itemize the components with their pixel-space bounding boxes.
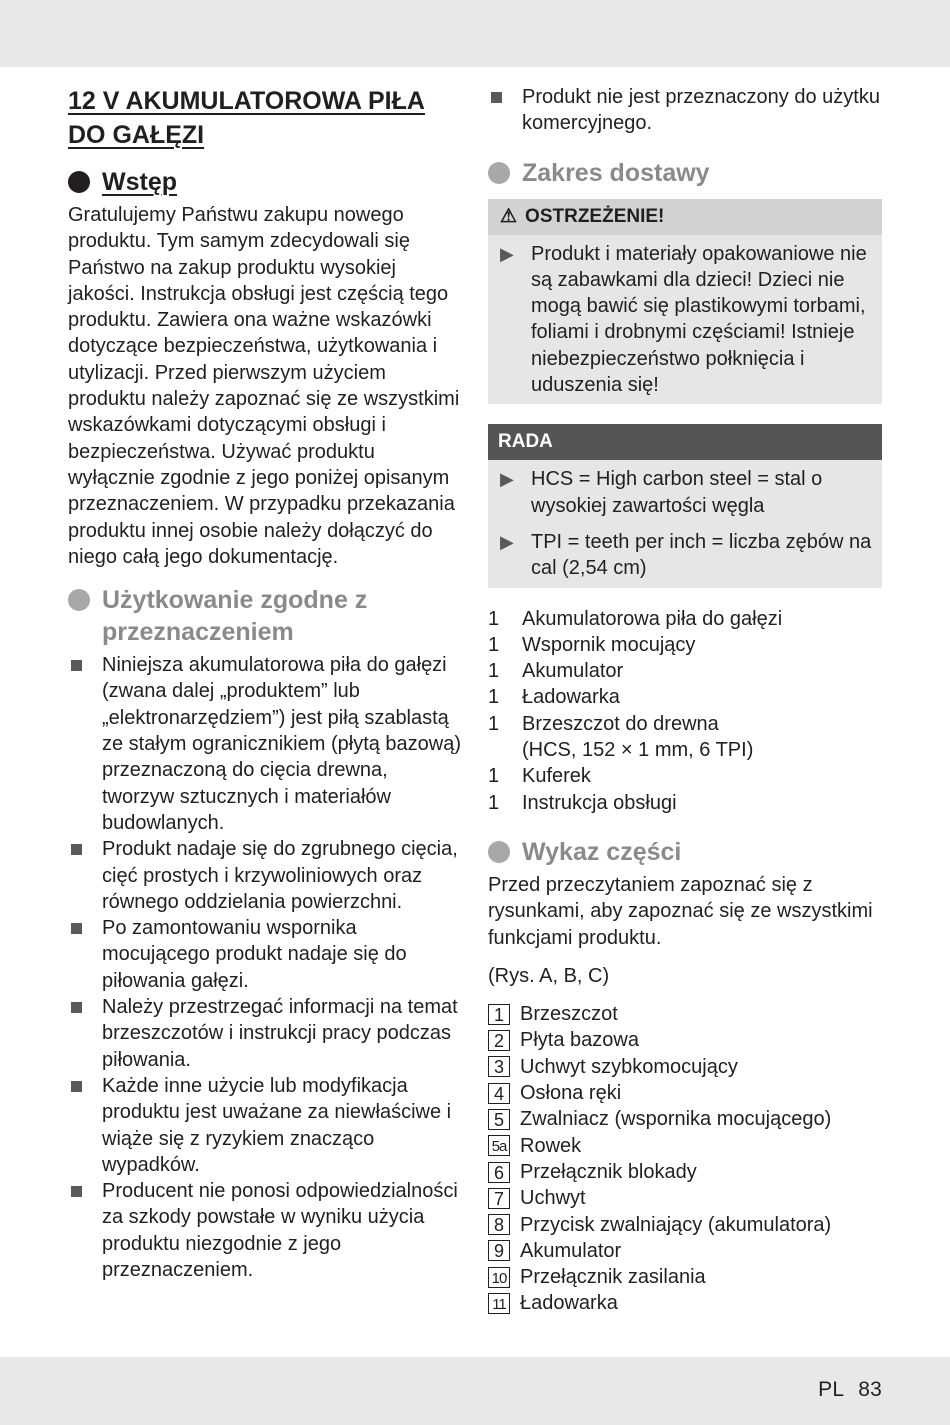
part-number: 5a	[488, 1135, 510, 1156]
title-line-1: 12 V AKUMULATOROWA PIŁA	[68, 87, 425, 115]
list-item: 8 Przycisk zwalniający (akumulatora)	[488, 1212, 882, 1238]
usage-heading	[68, 584, 463, 648]
language-code: PL	[818, 1378, 845, 1401]
tip-body	[488, 460, 882, 587]
part-number: 5	[488, 1109, 510, 1130]
delivery-heading-text: Zakres dostawy	[522, 158, 710, 187]
part-number: 8	[488, 1214, 510, 1235]
list-item: 4 Osłona ręki	[488, 1080, 882, 1106]
tip-item: ▶ HCS = High carbon steel = stal o wysokiej zawartości węgla	[500, 468, 823, 517]
list-item: 1 Instrukcja obsługi	[488, 791, 677, 814]
warning-body	[488, 235, 882, 405]
delivery-heading	[488, 157, 882, 189]
square-bullet-icon	[71, 1186, 82, 1197]
part-number: 2	[488, 1030, 510, 1051]
parts-figure-ref: (Rys. A, B, C)	[488, 964, 610, 987]
list-item: Należy przestrzegać informacji na temat brzeszczotów i instrukcji pracy podczas piłowania.	[68, 994, 463, 1073]
part-number: 3	[488, 1056, 510, 1077]
list-item: 6 Przełącznik blokady	[488, 1159, 882, 1185]
list-item: Produkt nadaje się do zgrubnego cięcia, cięć prostych i krzywoliniowych oraz równego oddzielania powierzchni.	[68, 836, 463, 915]
part-number: 9	[488, 1240, 510, 1261]
list-item: 11 Ładowarka	[488, 1290, 882, 1316]
page-footer	[804, 1378, 882, 1402]
list-item: 1 Ładowarka	[488, 686, 620, 709]
usage-heading-line-2: przeznaczeniem	[102, 618, 294, 647]
list-item: 1 Akumulatorowa piła do gałęzi	[488, 607, 783, 630]
square-bullet-icon	[491, 92, 502, 103]
title-line-2: DO GAŁĘZI	[68, 121, 205, 149]
tip-header	[488, 424, 882, 460]
part-number: 1	[488, 1004, 510, 1025]
list-item: 7 Uchwyt	[488, 1185, 882, 1211]
list-item: Producent nie ponosi odpowiedzialności za szkody powstałe w wyniku użycia produktu niezgodnie z jego przeznaczeniem.	[68, 1178, 463, 1283]
warning-item: ▶ Produkt i materiały opakowaniowe nie są zabawkami dla dzieci! Dzieci nie mogą bawić się plastikowymi torbami, foliami i drobnymi częściami! Istnieje niebezpieczeństwo połknięcia i uduszenia się!	[500, 242, 867, 397]
right-column	[488, 84, 882, 1317]
square-bullet-icon	[71, 1081, 82, 1092]
intro-paragraph: Gratulujemy Państwu zakupu nowego produktu. Tym samym zdecydowali się Państwo na zakup produktu wysokiej jakości. Instrukcja obsługi jest częścią tego produktu. Zawiera ona ważne wskazówki dotyczące bezpieczeństwa, użytkowania i utylizacji. Przed pierwszym użyciem produktu należy zapoznać się ze wszystkimi wskazówkami dotyczącymi obsługi i bezpieczeństwa. Używać produktu wyłącznie zgodnie z jego poniżej opisanym przeznaczeniem. W przypadku przekazania produktu innej osobie należy dołączyć do niego całą jego dokumentację.	[68, 204, 460, 568]
part-number: 4	[488, 1083, 510, 1104]
arrow-right-icon: ▶	[500, 469, 514, 490]
list-item: 9 Akumulator	[488, 1238, 882, 1264]
part-number: 11	[488, 1293, 510, 1314]
arrow-right-icon: ▶	[500, 243, 514, 264]
tip-label: RADA	[498, 431, 553, 453]
part-number: 10	[488, 1267, 510, 1288]
list-item: (HCS, 152 × 1 mm, 6 TPI)	[522, 739, 754, 762]
parts-list	[488, 1001, 882, 1317]
bullet-dot-icon	[68, 171, 90, 193]
parts-intro: Przed przeczytaniem zapoznać się z rysunkami, aby zapoznać się ze wszystkimi funkcjami produktu.	[488, 873, 873, 949]
bullet-dot-icon	[488, 162, 510, 184]
list-item: 1 Kuferek	[488, 765, 591, 788]
square-bullet-icon	[71, 1002, 82, 1013]
usage-list	[68, 652, 463, 1283]
warning-label: OSTRZEŻENIE!	[525, 205, 665, 227]
warning-triangle-icon: ⚠	[500, 206, 518, 228]
list-item: 1 Brzeszczot do drewna	[488, 712, 719, 735]
square-bullet-icon	[71, 923, 82, 934]
list-item: 10 Przełącznik zasilania	[488, 1264, 882, 1290]
list-item: 3 Uchwyt szybkomocujący	[488, 1054, 882, 1080]
usage-heading-line-1: Użytkowanie zgodne z	[102, 586, 368, 615]
usage-heading-text	[102, 584, 367, 648]
intro-heading	[68, 166, 463, 198]
list-item: 2 Płyta bazowa	[488, 1027, 882, 1053]
part-number: 7	[488, 1188, 510, 1209]
list-item: 1 Brzeszczot	[488, 1001, 882, 1027]
page-title	[68, 84, 463, 152]
list-item: Każde inne użycie lub modyfikacja produktu jest uważane za niewłaściwe i wiąże się z ryzykiem znacząco wypadków.	[68, 1073, 463, 1178]
bullet-dot-icon	[488, 841, 510, 863]
square-bullet-icon	[71, 844, 82, 855]
bullet-dot-icon	[68, 589, 90, 611]
list-item: Niniejsza akumulatorowa piła do gałęzi (zwana dalej „produktem” lub „elektronarzędziem”) jest piłą szablastą ze stałym ogranicznikiem (płytą bazową) przeznaczoną do cięcia drewna, tworzyw sztucznych i materiałów budowlanych.	[68, 652, 463, 836]
list-item: Po zamontowaniu wspornika mocującego produkt nadaje się do piłowania gałęzi.	[68, 915, 463, 994]
tip-item: ▶ TPI = teeth per inch = liczba zębów na cal (2,54 cm)	[500, 530, 872, 580]
delivery-list	[488, 606, 882, 816]
left-column	[68, 84, 463, 1283]
intro-heading-text: Wstęp	[102, 168, 177, 196]
parts-heading-text: Wykaz części	[522, 837, 682, 866]
page-number: 83	[858, 1378, 882, 1401]
usage-list-continued	[488, 84, 882, 137]
list-item: Produkt nie jest przeznaczony do użytku komercyjnego.	[488, 84, 882, 137]
warning-header	[488, 199, 882, 235]
arrow-right-icon: ▶	[500, 531, 514, 552]
square-bullet-icon	[71, 660, 82, 671]
warning-box	[488, 199, 882, 405]
top-margin-band	[0, 0, 950, 67]
tip-box	[488, 424, 882, 587]
part-number: 6	[488, 1162, 510, 1183]
parts-heading	[488, 836, 882, 868]
list-item: 5 Zwalniacz (wspornika mocującego)	[488, 1106, 882, 1132]
list-item: 1 Wspornik mocujący	[488, 633, 696, 656]
list-item: 1 Akumulator	[488, 660, 624, 683]
list-item: 5a Rowek	[488, 1133, 882, 1159]
